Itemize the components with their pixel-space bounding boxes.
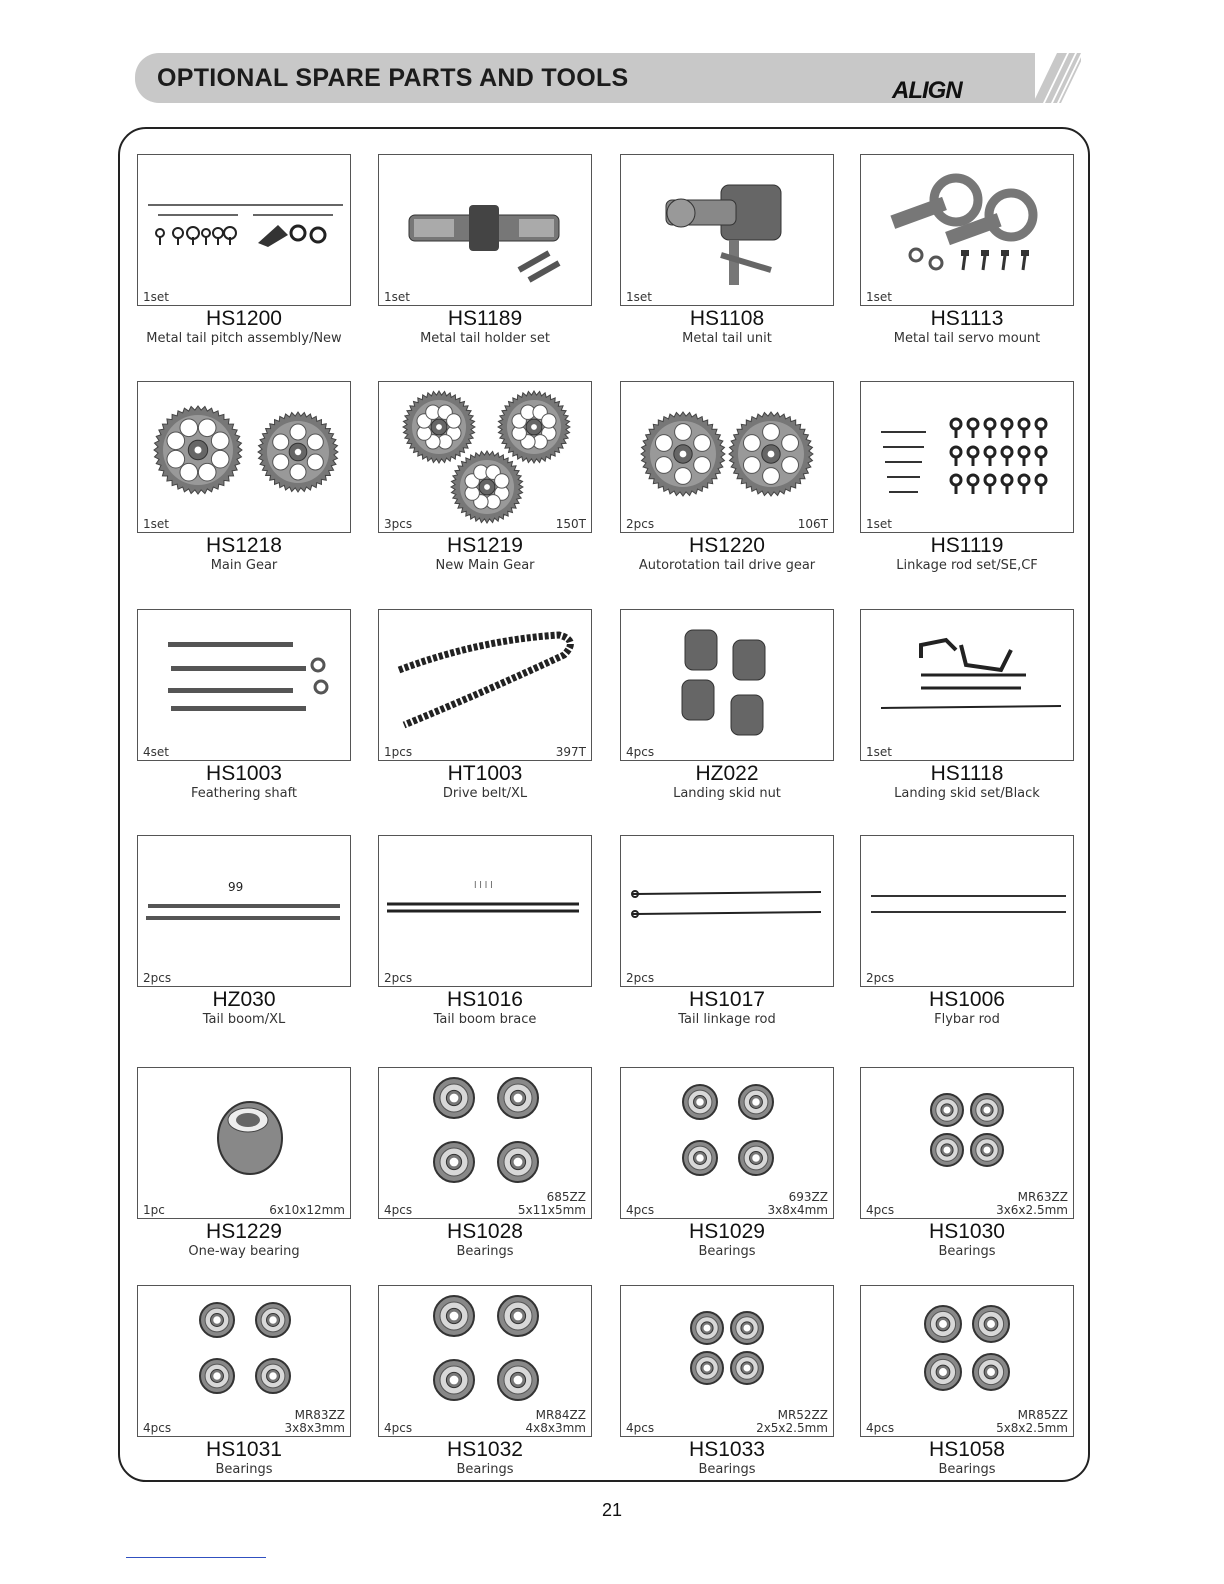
part-quantity: 3pcs: [384, 517, 413, 531]
part-quantity: 4pcs: [626, 1203, 655, 1217]
part-quantity: 2pcs: [866, 971, 895, 985]
part-photo: [620, 381, 834, 533]
part-quantity: 1set: [143, 290, 169, 304]
part-illustration: [138, 610, 351, 761]
part-description: Feathering shaft: [190, 786, 298, 801]
part-photo: [137, 835, 351, 987]
part-spec-line: 693ZZ: [788, 1190, 828, 1204]
part-description: Bearings: [215, 1462, 273, 1477]
part-photo: [137, 381, 351, 533]
part-spec: [285, 1409, 346, 1435]
part-description: Tail linkage rod: [678, 1012, 776, 1027]
part-code: HS1219: [447, 534, 523, 557]
part-code: HS1003: [206, 762, 282, 785]
part-photo: [620, 1067, 834, 1219]
part-spec: [798, 518, 828, 531]
part-code: HS1058: [929, 1438, 1005, 1461]
part-illustration: [379, 155, 592, 306]
part-code: HS1218: [206, 534, 282, 557]
part-photo: [860, 1285, 1074, 1437]
svg-text:l l l l: l l l l: [474, 881, 493, 891]
part-code: HS1108: [689, 307, 765, 330]
part-spec-line: 4x8x3mm: [525, 1421, 586, 1435]
part-description: Linkage rod set/SE,CF: [896, 558, 1038, 573]
part-description: Metal tail unit: [682, 331, 772, 346]
part-spec-line: MR85ZZ: [1017, 1408, 1068, 1422]
part-description: Bearings: [938, 1244, 996, 1259]
part-photo: [620, 835, 834, 987]
part-spec-line: 5x8x2.5mm: [996, 1421, 1068, 1435]
part-photo: [378, 154, 592, 306]
part-spec-line: MR84ZZ: [535, 1408, 586, 1422]
part-photo: [860, 609, 1074, 761]
part-spec: [526, 1409, 587, 1435]
part-code: HZ022: [695, 762, 759, 785]
part-code: HS1229: [206, 1220, 282, 1243]
part-quantity: 1pc: [143, 1203, 165, 1217]
part-description: Landing skid nut: [673, 786, 781, 801]
part-illustration: [621, 836, 834, 987]
part-description: Bearings: [698, 1244, 756, 1259]
part-quantity: 4pcs: [626, 745, 655, 759]
part-photo: [860, 1067, 1074, 1219]
part-spec-line: MR52ZZ: [777, 1408, 828, 1422]
part-code: HS1031: [206, 1438, 282, 1461]
part-illustration: [861, 610, 1074, 761]
part-code: HS1006: [929, 988, 1005, 1011]
part-photo: [137, 1285, 351, 1437]
part-spec-line: 3x6x2.5mm: [996, 1203, 1068, 1217]
part-photo: [137, 154, 351, 306]
part-photo: [378, 1067, 592, 1219]
part-illustration: [621, 155, 834, 306]
part-spec: [556, 518, 586, 531]
part-quantity: 4pcs: [143, 1421, 172, 1435]
part-spec-line: 6x10x12mm: [269, 1203, 345, 1217]
part-spec: [996, 1191, 1068, 1217]
part-photo: [378, 835, 592, 987]
part-code: HS1189: [447, 307, 523, 330]
part-photo: [620, 1285, 834, 1437]
part-spec: [996, 1409, 1068, 1435]
part-spec-line: 3x8x3mm: [284, 1421, 345, 1435]
part-spec: [768, 1191, 829, 1217]
part-spec-line: MR83ZZ: [294, 1408, 345, 1422]
part-illustration: [861, 382, 1074, 533]
part-quantity: 4pcs: [866, 1203, 895, 1217]
part-photo: [620, 609, 834, 761]
part-code: HS1113: [930, 307, 1004, 330]
part-spec: [518, 1191, 586, 1217]
part-photo: [378, 609, 592, 761]
part-description: Bearings: [938, 1462, 996, 1477]
align-logo: ALIGN: [892, 77, 962, 104]
part-spec: [756, 1409, 828, 1435]
part-description: Flybar rod: [934, 1012, 1000, 1027]
part-quantity: 4pcs: [626, 1421, 655, 1435]
part-code: HS1016: [447, 988, 523, 1011]
part-spec-line: 685ZZ: [546, 1190, 586, 1204]
part-description: Autorotation tail drive gear: [638, 558, 816, 573]
part-description: Bearings: [456, 1462, 514, 1477]
part-quantity: 4pcs: [384, 1203, 413, 1217]
part-quantity: 1set: [866, 517, 892, 531]
part-code: HS1220: [689, 534, 765, 557]
part-description: Tail boom brace: [433, 1012, 537, 1027]
part-illustration: [138, 836, 351, 987]
part-illustration: [621, 382, 834, 533]
part-illustration: [861, 836, 1074, 987]
part-spec: [556, 746, 586, 759]
part-photo: [860, 154, 1074, 306]
part-quantity: 1set: [626, 290, 652, 304]
part-description: Metal tail holder set: [420, 331, 550, 346]
part-description: Tail boom/XL: [202, 1012, 286, 1027]
part-quantity: 1set: [866, 745, 892, 759]
part-photo: [860, 381, 1074, 533]
part-description: Bearings: [456, 1244, 514, 1259]
part-spec-line: 397T: [555, 745, 586, 759]
part-spec-line: 150T: [555, 517, 586, 531]
footer-rule: [126, 1557, 266, 1558]
part-spec: [269, 1204, 345, 1217]
part-spec-line: 106T: [797, 517, 828, 531]
part-quantity: 1set: [384, 290, 410, 304]
part-spec-line: 2x5x2.5mm: [756, 1421, 828, 1435]
part-quantity: 4pcs: [866, 1421, 895, 1435]
part-photo: [137, 1067, 351, 1219]
page-title: OPTIONAL SPARE PARTS AND TOOLS: [157, 64, 629, 92]
part-description: Metal tail pitch assembly/New: [146, 331, 342, 346]
part-code: HS1119: [930, 534, 1004, 557]
page-number: 21: [601, 1500, 623, 1520]
part-quantity: 2pcs: [143, 971, 172, 985]
part-illustration: [379, 836, 592, 987]
part-illustration: [379, 382, 592, 533]
part-code: HZ030: [212, 988, 276, 1011]
part-code: HS1029: [689, 1220, 765, 1243]
part-code: HS1032: [447, 1438, 523, 1461]
part-illustration: [861, 155, 1074, 306]
part-photo: [620, 154, 834, 306]
part-description: Bearings: [698, 1462, 756, 1477]
part-code: HS1200: [206, 307, 282, 330]
logo-stripes: [1015, 53, 1081, 105]
page-header: [135, 53, 1081, 105]
part-quantity: 1set: [143, 517, 169, 531]
part-code: HS1028: [447, 1220, 523, 1243]
part-photo: [378, 1285, 592, 1437]
part-photo: [378, 381, 592, 533]
part-illustration: [379, 610, 592, 761]
part-code: HS1118: [930, 762, 1004, 785]
part-illustration: [621, 610, 834, 761]
part-photo: [860, 835, 1074, 987]
part-quantity: 1set: [866, 290, 892, 304]
part-quantity: 4pcs: [384, 1421, 413, 1435]
part-illustration: [138, 155, 351, 306]
part-quantity: 4set: [143, 745, 169, 759]
part-description: New Main Gear: [435, 558, 535, 573]
part-description: Metal tail servo mount: [893, 331, 1041, 346]
part-description: Landing skid set/Black: [894, 786, 1040, 801]
part-spec-line: 3x8x4mm: [767, 1203, 828, 1217]
part-illustration: [138, 382, 351, 533]
part-quantity: 2pcs: [384, 971, 413, 985]
part-illustration: [138, 1068, 351, 1219]
part-photo: [137, 609, 351, 761]
part-quantity: 1pcs: [384, 745, 413, 759]
part-code: HS1033: [689, 1438, 765, 1461]
part-description: Main Gear: [210, 558, 278, 573]
part-code: HS1017: [689, 988, 765, 1011]
part-spec-line: 5x11x5mm: [517, 1203, 586, 1217]
part-description: One-way bearing: [188, 1244, 300, 1259]
part-quantity: 2pcs: [626, 517, 655, 531]
part-code: HT1003: [447, 762, 523, 785]
part-code: HS1030: [929, 1220, 1005, 1243]
part-spec-line: MR63ZZ: [1017, 1190, 1068, 1204]
svg-text:99: 99: [228, 880, 244, 894]
part-quantity: 2pcs: [626, 971, 655, 985]
part-description: Drive belt/XL: [442, 786, 528, 801]
